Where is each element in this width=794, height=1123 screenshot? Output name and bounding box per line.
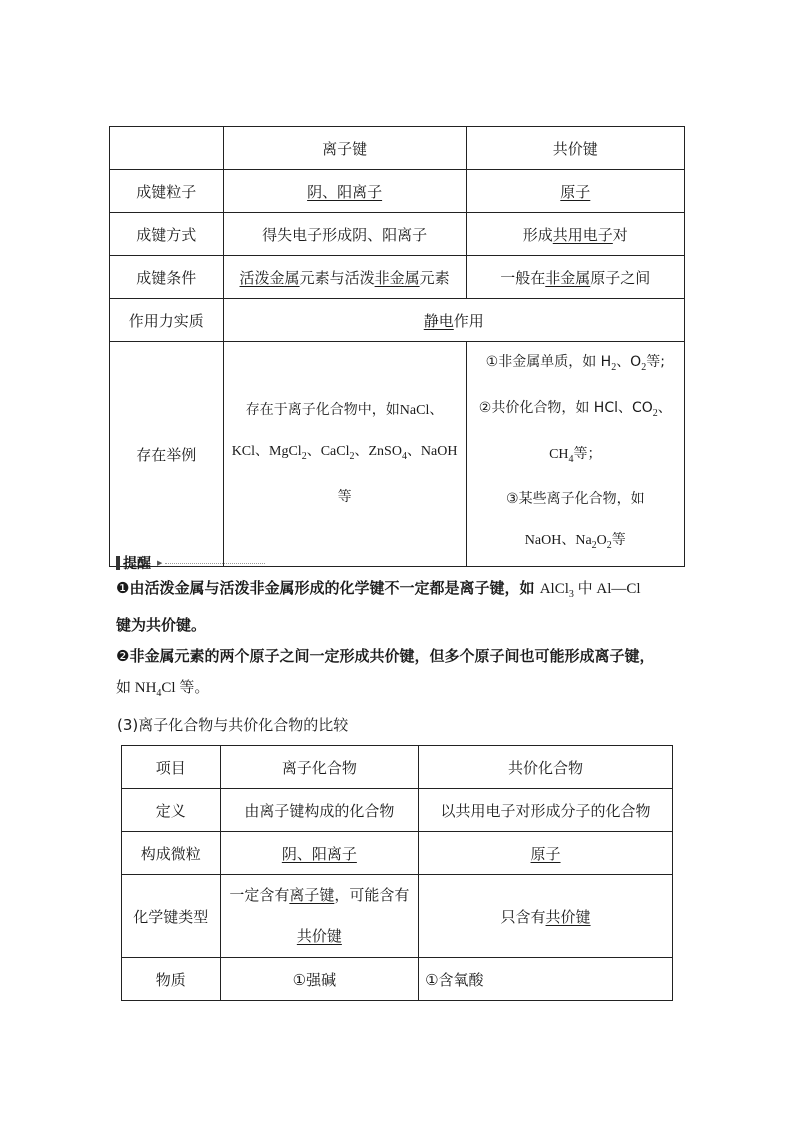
table-row: [110, 170, 685, 213]
tip-paragraph: ❶由活泼金属与活泼非金属形成的化学键不一定都是离子键，如 AlCl$_3$ 中 Al—Cl 键为共价键。: [116, 579, 641, 634]
table-row: [122, 958, 673, 1001]
header-cell: 离子化合物: [220, 746, 418, 789]
table-cell: 由离子键构成的化合物: [220, 789, 418, 832]
table-row: [110, 342, 685, 567]
row-label: 定义: [122, 789, 221, 832]
table-cell: 静电作用: [223, 299, 684, 342]
row-label: 成键方式: [110, 213, 224, 256]
table-row: [110, 127, 685, 170]
tip-paragraph: ❷非金属元素的两个原子之间一定形成共价键，但多个原子间也可能形成离子键， 如 $NH_4Cl$ 等。: [116, 647, 655, 699]
row-label: 物质: [122, 958, 221, 1001]
header-cell: 离子键: [223, 127, 466, 170]
number-one-icon: ❶: [116, 579, 130, 597]
divider: [165, 563, 265, 564]
table-cell: 阴、阳离子: [220, 832, 418, 875]
table-cell: 阴、阳离子: [223, 170, 466, 213]
compound-comparison-table: [121, 745, 673, 1001]
table-cell: 一定含有离子键，可能含有 共价键: [220, 875, 418, 958]
number-two-icon: ❷: [116, 647, 130, 665]
table-row: [122, 789, 673, 832]
triangle-right-icon: ▶: [157, 559, 163, 567]
table-cell: 活泼金属元素与活泼非金属元素: [223, 256, 466, 299]
header-cell: [110, 127, 224, 170]
table-cell: 原子: [466, 170, 684, 213]
table-cell: 一般在非金属原子之间: [466, 256, 684, 299]
header-cell: 共价键: [466, 127, 684, 170]
table-row: [122, 746, 673, 789]
table-cell: 得失电子形成阴、阳离子: [223, 213, 466, 256]
table-row: [110, 256, 685, 299]
table-cell: 存在于离子化合物中，如NaCl、 KCl、MgCl$_2$、CaCl$_2$、ZnSO$_4$、NaOH 等: [223, 342, 466, 567]
row-label: 成键粒子: [110, 170, 224, 213]
table-cell: 只含有共价键: [419, 875, 673, 958]
bond-comparison-table: [109, 126, 685, 567]
header-cell: 共价化合物: [419, 746, 673, 789]
row-label: 存在举例: [110, 342, 224, 567]
table-row: [110, 213, 685, 256]
row-label: 成键条件: [110, 256, 224, 299]
row-label: 作用力实质: [110, 299, 224, 342]
tip-title: 提醒: [123, 556, 151, 572]
table-cell: 原子: [419, 832, 673, 875]
section-title: (3)离子化合物与共价化合物的比较: [117, 716, 349, 734]
table-row: [122, 875, 673, 958]
table-cell: 以共用电子对形成分子的化合物: [419, 789, 673, 832]
table-row: [122, 832, 673, 875]
header-cell: 项目: [122, 746, 221, 789]
tip-header: [116, 553, 696, 573]
table-cell: ①强碱: [220, 958, 418, 1001]
tip-bar-icon: [116, 556, 120, 570]
row-label: 构成微粒: [122, 832, 221, 875]
tip-box: [116, 553, 696, 709]
table-cell: ①含氧酸: [419, 958, 673, 1001]
table-cell: ①非金属单质，如 $H_2$、$O_2$等; ②共价化合物，如 HCl、$CO_2$、 $CH_4$等； ③某些离子化合物，如 NaOH、$Na_2O_2$等: [466, 342, 684, 567]
table-cell: 形成共用电子对: [466, 213, 684, 256]
row-label: 化学键类型: [122, 875, 221, 958]
table-row: [110, 299, 685, 342]
